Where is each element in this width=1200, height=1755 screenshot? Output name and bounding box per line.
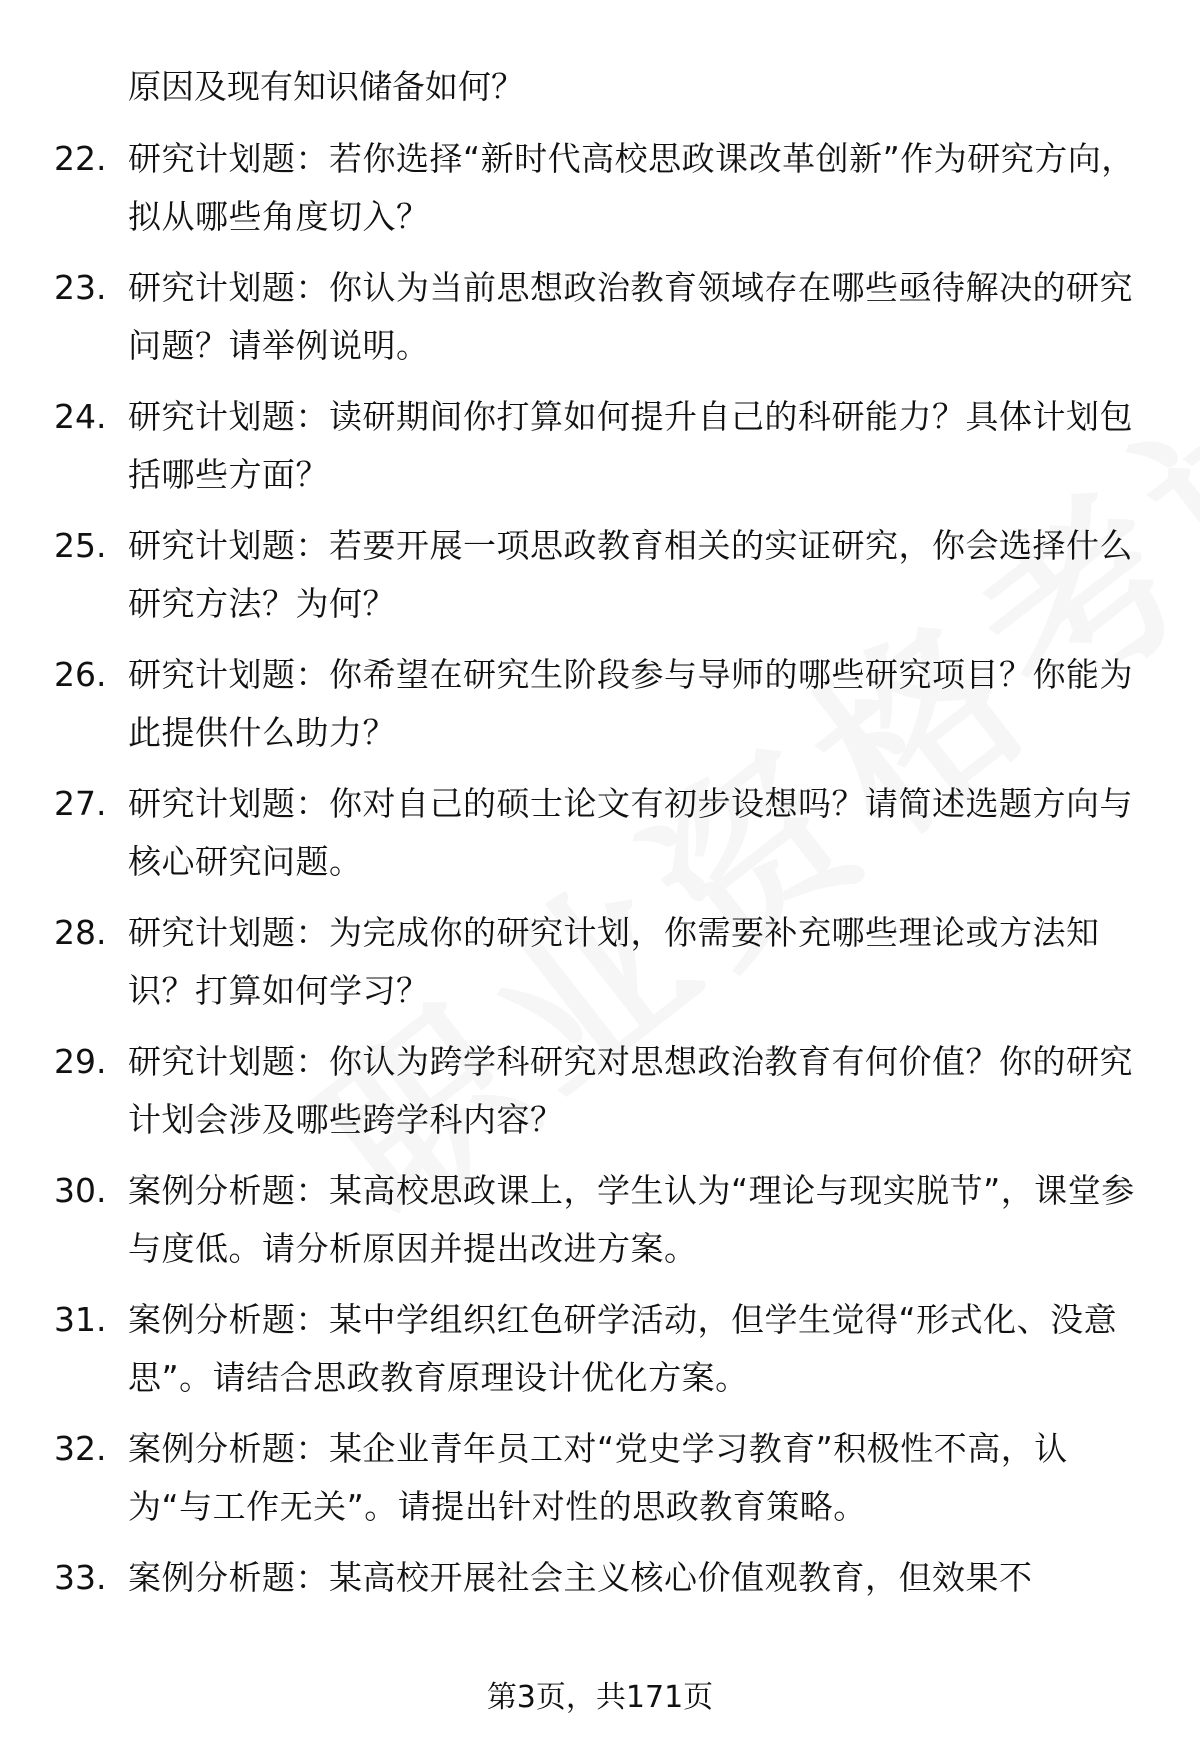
question-item bbox=[54, 259, 1144, 375]
continued-text: 原因及现有知识储备如何？ bbox=[128, 67, 524, 106]
question-number: 29. bbox=[54, 1042, 107, 1081]
question-text: 案例分析题：某中学组织红色研学活动，但学生觉得“形式化、没意思”。请结合思政教育原理设计优化方案。 bbox=[128, 1300, 1118, 1397]
question-number: 32. bbox=[54, 1429, 107, 1468]
question-text: 案例分析题：某高校思政课上，学生认为“理论与现实脱节”，课堂参与度低。请分析原因并提出改进方案。 bbox=[128, 1171, 1135, 1268]
question-item bbox=[54, 904, 1144, 1020]
question-number: 27. bbox=[54, 784, 107, 823]
question-number: 28. bbox=[54, 913, 107, 952]
question-list bbox=[54, 130, 1144, 1607]
question-number: 31. bbox=[54, 1300, 107, 1339]
question-number: 26. bbox=[54, 655, 107, 694]
question-number: 30. bbox=[54, 1171, 107, 1210]
question-item bbox=[54, 1291, 1144, 1407]
question-text: 研究计划题：读研期间你打算如何提升自己的科研能力？具体计划包括哪些方面？ bbox=[128, 397, 1133, 494]
question-item bbox=[54, 1033, 1144, 1149]
question-text: 研究计划题：若你选择“新时代高校思政课改革创新”作为研究方向，拟从哪些角度切入？ bbox=[128, 139, 1135, 236]
question-item bbox=[54, 1420, 1144, 1536]
question-text: 研究计划题：你希望在研究生阶段参与导师的哪些研究项目？你能为此提供什么助力？ bbox=[128, 655, 1133, 752]
question-text: 研究计划题：你认为当前思想政治教育领域存在哪些亟待解决的研究问题？请举例说明。 bbox=[128, 268, 1133, 365]
question-text: 研究计划题：若要开展一项思政教育相关的实证研究，你会选择什么研究方法？为何？ bbox=[128, 526, 1133, 623]
question-item bbox=[54, 1549, 1144, 1607]
question-text: 研究计划题：为完成你的研究计划，你需要补充哪些理论或方法知识？打算如何学习？ bbox=[128, 913, 1100, 1010]
question-number: 24. bbox=[54, 397, 107, 436]
question-text: 研究计划题：你对自己的硕士论文有初步设想吗？请简述选题方向与核心研究问题。 bbox=[128, 784, 1133, 881]
page-footer: 第3页，共171页 bbox=[486, 1680, 714, 1715]
document-content bbox=[54, 58, 1144, 1620]
question-number: 33. bbox=[54, 1558, 107, 1597]
question-item bbox=[54, 1162, 1144, 1278]
question-item bbox=[54, 517, 1144, 633]
question-number: 22. bbox=[54, 139, 107, 178]
question-item bbox=[54, 130, 1144, 246]
question-item bbox=[54, 646, 1144, 762]
question-number: 25. bbox=[54, 526, 107, 565]
question-item bbox=[54, 775, 1144, 891]
question-number: 23. bbox=[54, 268, 107, 307]
question-text: 案例分析题：某企业青年员工对“党史学习教育”积极性不高，认为“与工作无关”。请提出针对性的思政教育策略。 bbox=[128, 1429, 1068, 1526]
question-item bbox=[54, 388, 1144, 504]
question-text: 研究计划题：你认为跨学科研究对思想政治教育有何价值？你的研究计划会涉及哪些跨学科内容？ bbox=[128, 1042, 1133, 1139]
question-text: 案例分析题：某高校开展社会主义核心价值观教育，但效果不 bbox=[128, 1558, 1033, 1597]
